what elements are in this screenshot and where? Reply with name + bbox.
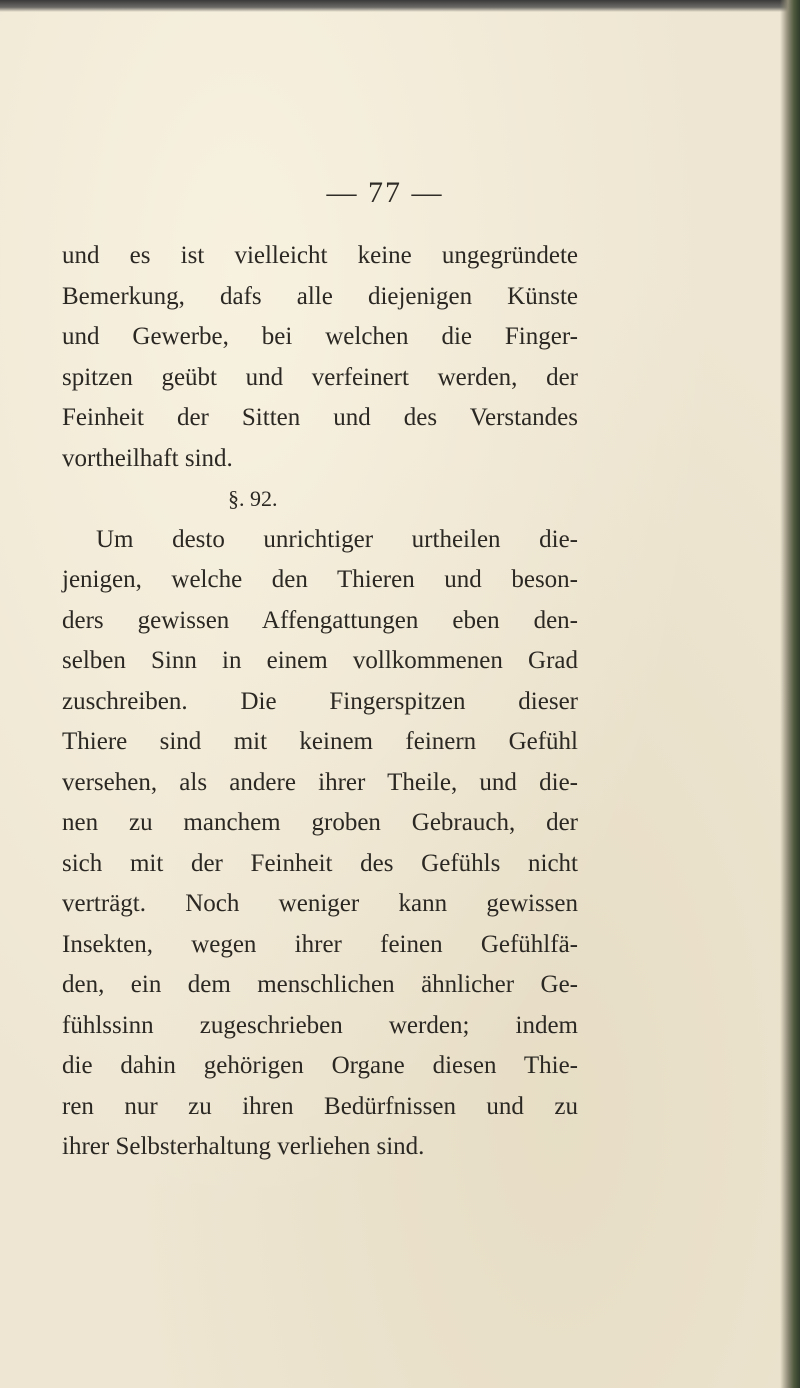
text-line: versehen, als andere ihrer Theile, und die- — [62, 768, 578, 796]
scan-right-edge — [780, 0, 800, 1388]
text-line: spitzen geübt und verfeinert werden, der — [62, 363, 578, 391]
text-line: ders gewissen Affengattungen eben den- — [62, 606, 578, 634]
text-line: verträgt. Noch weniger kann gewissen — [62, 890, 578, 917]
text-line: Insekten, wegen ihrer feinen Gefühlfä- — [62, 930, 578, 958]
text-line: Bemerkung, dafs alle diejenigen Künste — [62, 282, 578, 310]
text-line: den, ein dem menschlichen ähnlicher Ge- — [62, 971, 578, 998]
text-line: selben Sinn in einem vollkommenen Grad — [62, 647, 578, 674]
page-number: — 77 — — [326, 176, 444, 209]
text-line: die dahin gehörigen Organe diesen Thie- — [62, 1052, 578, 1079]
section-heading: §. 92. — [228, 486, 278, 511]
text-line: nen zu manchem groben Gebrauch, der — [62, 809, 578, 836]
text-line: ihrer Selbsterhaltung verliehen sind. — [62, 1133, 425, 1160]
text-line: vortheilhaft sind. — [62, 444, 233, 472]
text-line: und Gewerbe, bei welchen die Finger- — [62, 323, 578, 350]
text-line: zuschreiben. Die Fingerspitzen dieser — [62, 687, 578, 715]
text-line: jenigen, welche den Thieren und beson- — [62, 566, 578, 593]
text-line: und es ist vielleicht keine ungegründete — [62, 242, 578, 269]
text-line: fühlssinn zugeschrieben werden; indem — [62, 1011, 578, 1039]
text-line: Um desto unrichtiger urtheilen die- — [96, 525, 578, 553]
text-line: ren nur zu ihren Bedürfnissen und zu — [62, 1092, 578, 1120]
text-line: sich mit der Feinheit des Gefühls nicht — [62, 849, 578, 877]
body-text — [62, 236, 578, 1168]
scan-top-edge — [0, 0, 800, 12]
text-line: Feinheit der Sitten und des Verstandes — [62, 404, 578, 431]
text-line: Thiere sind mit keinem feinern Gefühl — [62, 728, 578, 755]
